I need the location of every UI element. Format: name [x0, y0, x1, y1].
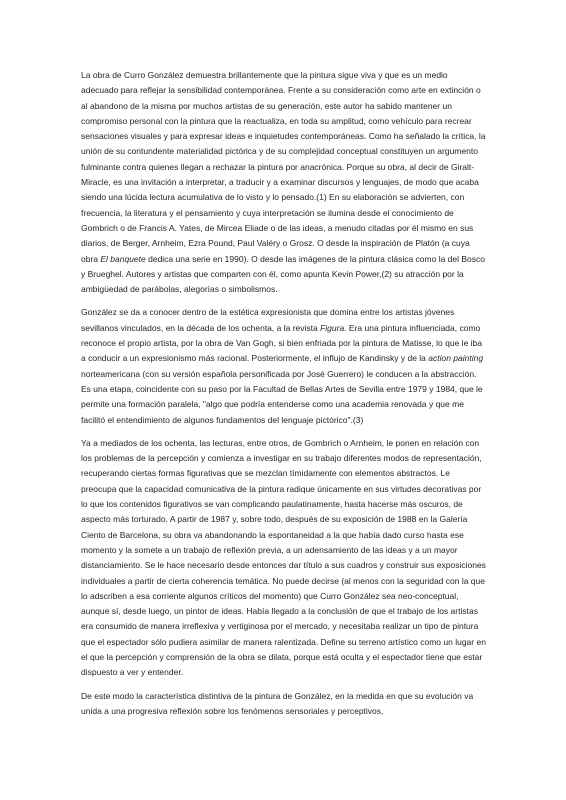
- paragraph-1: [81, 68, 487, 297]
- body-text: [81, 68, 487, 727]
- paragraph-3: [81, 436, 487, 681]
- paragraph-1-text-a: La obra de Curro González demuestra brillantemente que la pintura sigue viva y que es un medio adecuado para reflejar la sensibilidad contemporánea. Frente a su consideración como arte en extinción o al abandono de la misma por muchos artistas de su generación, este autor ha sabido mantener un compromiso personal con la pintura que la reactualiza, en toda su amplitud, como vehículo para recrear sensaciones visuales y para expresar ideas e inquietudes contemporáneas. Como ha señalado la crítica, la unión de su contundente materialidad pictórica y de su complejidad conceptual constituyen un argumento fulminante contra quienes llegan a rechazar la pintura por anacrónica. Porque su obra, al decir de Giralt-Miracle, es una invitación a interpretar, a traducir y a examinar discursos y lenguajes, de modo que acaba siendo una lúcida lectura acumulativa de lo visto y lo pensado.(1) En su elaboración se advierten, con frecuencia, la literatura y el pensamiento y cuya interpretación se ilumina desde el conocimiento de Gombrich o de Francis A. Yates, de Mircea Eliade o de las ideas, a menudo citadas por él mismo en sus diarios, de Berger, Arnheim, Ezra Pound, Paul Valéry o Grosz. O desde la inspiración de Platón (a cuya obra: [81, 70, 486, 264]
- paragraph-1-title-el-banquete: El banquete: [100, 253, 146, 264]
- paragraph-2-text-a: González se da a conocer dentro de la estética expresionista que domina entre los artistas jóvenes sevillanos vinculados, en la década de los ochenta, a la revista: [81, 307, 455, 333]
- paragraph-2-text-b: . Era una pintura influenciada, como reconoce el propio artista, por la obra de Van Gogh, si bien enfriada por la pintura de Matisse, lo que le iba a conducir a un expresionismo más racional. Posteriormente, el influjo de Kandinsky y de la: [81, 322, 483, 364]
- paragraph-4-text: De este modo la característica distintiva de la pintura de González, en la medida en que su evolución va unida a una progresiva reflexión sobre los fenómenos sensoriales y perceptivos,: [81, 690, 474, 716]
- paragraph-2-term-action-painting: action painting: [428, 353, 484, 364]
- paragraph-3-text: Ya a mediados de los ochenta, las lecturas, entre otros, de Gombrich o Arnheim, le ponen en relación con los problemas de la percepción y comienza a investigar en su trabajo diferentes modos de representación, recuperando ciertas formas figurativas que se mezclan tímidamente con elementos abstractos. Le preocupa que la capacidad comunicativa de la pintura radique únicamente en sus virtudes decorativas por lo que los contenidos figurativos se van complicando paulatinamente, hasta hacerse más oscuros, de aspecto más torturado. A partir de 1987 y, sobre todo, después de su exposición de 1988 en la Galería Ciento de Barcelona, su obra va abandonando la espontaneidad a la que había dado curso hasta ese momento y la somete a un trabajo de reflexión previa, a un adensamiento de las ideas y a un mayor distanciamiento. Se le hace necesario desde entonces dar título a sus cuadros y construir sus exposiciones individuales a partir de cierta coherencia temática. No puede decirse (al menos con la seguridad con la que lo adscriben a esa corriente algunos críticos del momento) que Curro González sea neo-conceptual, aunque sí, desde luego, un pintor de ideas. Había llegado a la conclusión de que el trabajo de los artistas era consumido de manera irreflexiva y vertiginosa por el mercado, y necesitaba realizar un tipo de pintura que el espectador sólo pudiera asimilar de manera ralentizada. Define su terreno artístico como un lugar en el que la percepción y comprensión de la obra se dilata, porque está oculta y el espectador tiene que estar dispuesto a ver y entender.: [81, 437, 486, 678]
- paragraph-2-text-c: norteamericana (con su versión española personificada por José Guerrero) le conducen a la abstracción. Es una etapa, coincidente con su paso por la Facultad de Bellas Artes de Sevilla entre 1979 y 1984, que le permite una formación paralela, "algo que podría entenderse como una academia renovada y que me facilitó el entendimiento de algunos fundamentos del lenguaje pictórico".(3): [81, 368, 483, 425]
- paragraph-2-title-figura: Figura: [320, 322, 345, 333]
- paragraph-1-text-b: dedica una serie en 1990). O desde las imágenes de la pintura clásica como la del Bosco y Brueghel. Autores y artistas que comparten con él, como apunta Kevin Power,(2) su atracción por la ambigüedad de parábolas, alegorías o simbolismos.: [81, 253, 486, 295]
- paragraph-2: [81, 305, 487, 427]
- paragraph-4: [81, 689, 487, 720]
